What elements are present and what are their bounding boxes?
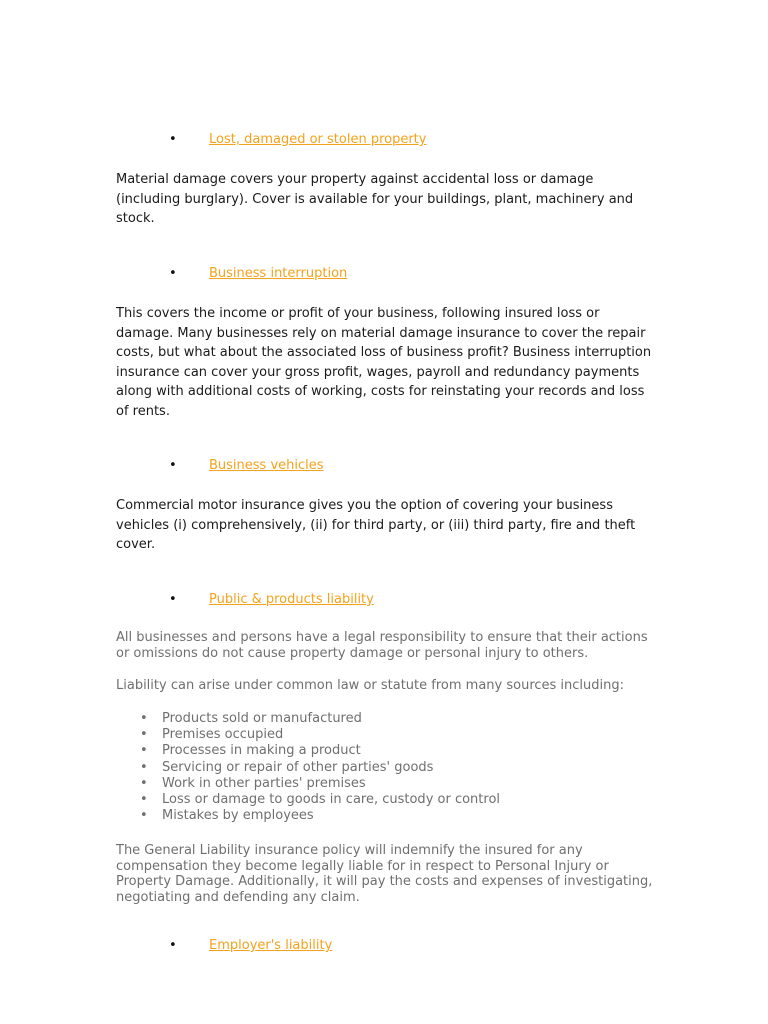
list-item-text: Premises occupied xyxy=(162,727,284,743)
paragraph-business-vehicles: Commercial motor insurance gives you the option of covering your business vehicles (i) comprehensively, (ii) for third party, or (iii) third party, fire and theft cover. xyxy=(116,498,636,552)
list-item-text: Work in other parties' premises xyxy=(162,775,366,791)
heading-link-public-products-liability[interactable]: Public & products liability xyxy=(209,592,374,607)
paragraph-general-liability: The General Liability insurance policy will indemnify the insured for any compensation they become legally liable for in respect to Personal Injury or Property Damage. Additionally, it will pay the costs and expenses of investigating, negotiating and defending any claim. xyxy=(116,843,653,905)
bullet: • xyxy=(169,458,177,473)
section-heading-row xyxy=(0,590,768,610)
section-heading-row xyxy=(0,456,768,476)
liability-sources-list xyxy=(116,711,656,824)
bullet: • xyxy=(140,727,148,743)
list-item-text: Processes in making a product xyxy=(162,743,361,759)
bullet: • xyxy=(169,132,177,147)
section-heading-row xyxy=(0,936,768,956)
heading-link-employers-liability[interactable]: Employer's liability xyxy=(209,938,333,953)
list-item-text: Products sold or manufactured xyxy=(162,711,362,726)
section-heading-row xyxy=(0,264,768,284)
bullet: • xyxy=(169,592,177,607)
heading-link-business-interruption[interactable]: Business interruption xyxy=(209,266,348,281)
list-item-text: Loss or damage to goods in care, custody or control xyxy=(162,792,501,808)
paragraph-liability-lead: Liability can arise under common law or statute from many sources including: xyxy=(116,678,625,693)
bullet: • xyxy=(140,808,148,824)
bullet: • xyxy=(140,775,148,791)
bullet: • xyxy=(140,792,148,808)
list-item-text: Servicing or repair of other parties' goods xyxy=(162,759,434,775)
list-item xyxy=(116,760,656,776)
list-item xyxy=(116,792,656,808)
paragraph-material-damage: Material damage covers your property against accidental loss or damage (including burglary). Cover is available for your buildings, plant, machinery and stock. xyxy=(116,172,634,226)
heading-link-business-vehicles[interactable]: Business vehicles xyxy=(209,458,324,473)
list-item xyxy=(116,711,656,727)
list-item xyxy=(116,776,656,792)
paragraph-liability-intro: All businesses and persons have a legal responsibility to ensure that their actions or omissions do not cause property damage or personal injury to others. xyxy=(116,630,648,661)
bullet: • xyxy=(140,711,148,726)
paragraph-business-interruption: This covers the income or profit of your business, following insured loss or damage. Many businesses rely on material damage insurance to cover the repair costs, but what about the associated loss of business profit? Business interruption insurance can cover your gross profit, wages, payroll and redundancy payments along with additional costs of working, costs for reinstating your records and loss of rents. xyxy=(116,306,652,419)
heading-link-lost-property[interactable]: Lost, damaged or stolen property xyxy=(209,132,427,147)
list-item xyxy=(116,727,656,743)
bullet: • xyxy=(140,743,148,759)
bullet: • xyxy=(140,759,148,775)
list-item xyxy=(116,808,656,824)
section-heading-row xyxy=(0,130,768,150)
list-item xyxy=(116,743,656,759)
bullet: • xyxy=(169,266,177,281)
bullet: • xyxy=(169,938,177,953)
list-item-text: Mistakes by employees xyxy=(162,808,314,824)
